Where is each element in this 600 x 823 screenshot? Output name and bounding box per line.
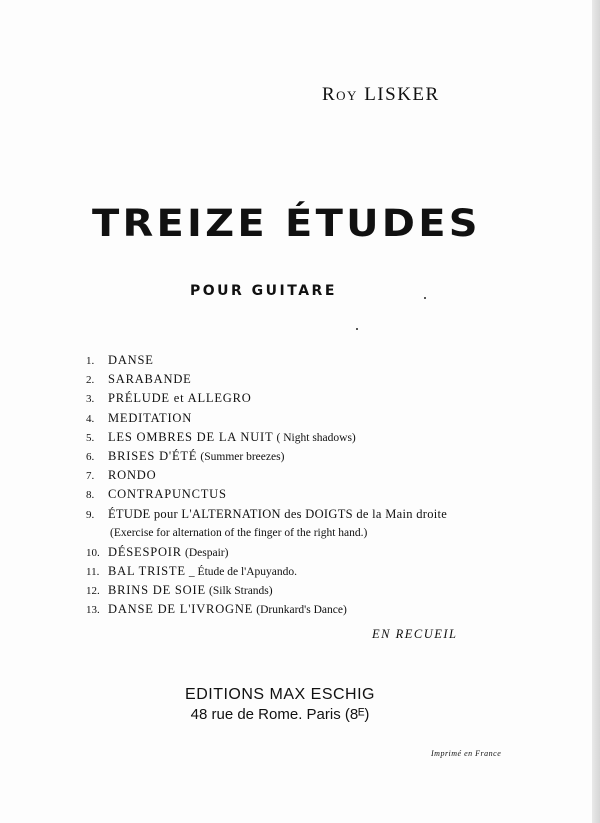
item-title: BRISES D'ÉTÉ — [108, 448, 198, 463]
item-title: DÉSESPOIR — [108, 544, 182, 559]
list-item-translation: (Exercise for alternation of the finger of the right hand.) — [110, 526, 368, 539]
page-edge-shadow — [592, 0, 600, 823]
work-title: TREIZE ÉTUDES — [92, 202, 481, 245]
item-note: (Drunkard's Dance) — [256, 604, 347, 617]
item-title: BRINS DE SOIE — [108, 583, 206, 598]
composer-last-name: LISKER — [364, 84, 440, 105]
collection-note: EN RECUEIL — [372, 627, 458, 641]
item-title: RONDO — [108, 468, 157, 483]
composer-first-name: Roy — [322, 84, 358, 105]
list-item — [86, 562, 447, 581]
item-title: BAL TRISTE — [108, 564, 186, 579]
publisher-name: EDITIONS MAX ESCHIG — [185, 686, 375, 703]
list-item — [86, 428, 447, 447]
item-number: 11. — [86, 566, 100, 579]
item-title: SARABANDE — [108, 372, 192, 387]
contents-list — [86, 351, 447, 620]
item-number: 9. — [86, 508, 95, 521]
item-title: PRÉLUDE et ALLEGRO — [108, 391, 252, 406]
item-title: CONTRAPUNCTUS — [108, 487, 227, 502]
item-number: 13. — [86, 604, 100, 617]
print-speck — [356, 328, 358, 330]
item-number: 2. — [86, 374, 95, 387]
item-title: ÉTUDE pour L'ALTERNATION des DOIGTS de la Main droite — [108, 506, 448, 521]
item-title: MEDITATION — [108, 410, 193, 425]
list-item — [86, 581, 447, 600]
list-item — [86, 505, 447, 524]
item-number: 3. — [86, 393, 95, 406]
item-number: 8. — [86, 489, 95, 502]
item-title: LES OMBRES DE LA NUIT — [108, 429, 274, 444]
item-number: 5. — [86, 431, 95, 444]
list-item — [86, 447, 447, 466]
item-number: 4. — [86, 412, 95, 425]
print-speck — [424, 297, 426, 299]
publisher-block — [0, 684, 560, 725]
work-subtitle: POUR GUITARE — [190, 283, 337, 299]
list-item — [86, 466, 447, 485]
publisher-address: 48 rue de Rome. Paris (8ᴱ) — [190, 706, 370, 723]
item-title: DANSE — [108, 353, 154, 367]
item-note: ( Night shadows) — [276, 431, 356, 444]
item-note: (Silk Strands) — [209, 585, 273, 598]
list-item — [86, 389, 447, 408]
item-title: DANSE DE L'IVROGNE — [108, 602, 254, 617]
list-item — [86, 370, 447, 389]
item-note: (Despair) — [185, 546, 229, 559]
item-number: 6. — [86, 450, 95, 463]
item-number: 12. — [86, 585, 100, 598]
item-note: (Summer breezes) — [200, 450, 285, 463]
composer-name — [322, 84, 440, 106]
item-number: 1. — [86, 355, 95, 367]
imprint-note: Imprimé en France — [431, 749, 502, 758]
item-note: _ Étude de l'Apuyando. — [188, 566, 298, 579]
list-item — [86, 351, 447, 370]
list-item — [86, 543, 447, 562]
item-number: 10. — [86, 546, 100, 559]
list-item — [86, 409, 447, 428]
item-number: 7. — [86, 470, 95, 483]
list-item — [86, 485, 447, 504]
list-item — [86, 600, 447, 619]
